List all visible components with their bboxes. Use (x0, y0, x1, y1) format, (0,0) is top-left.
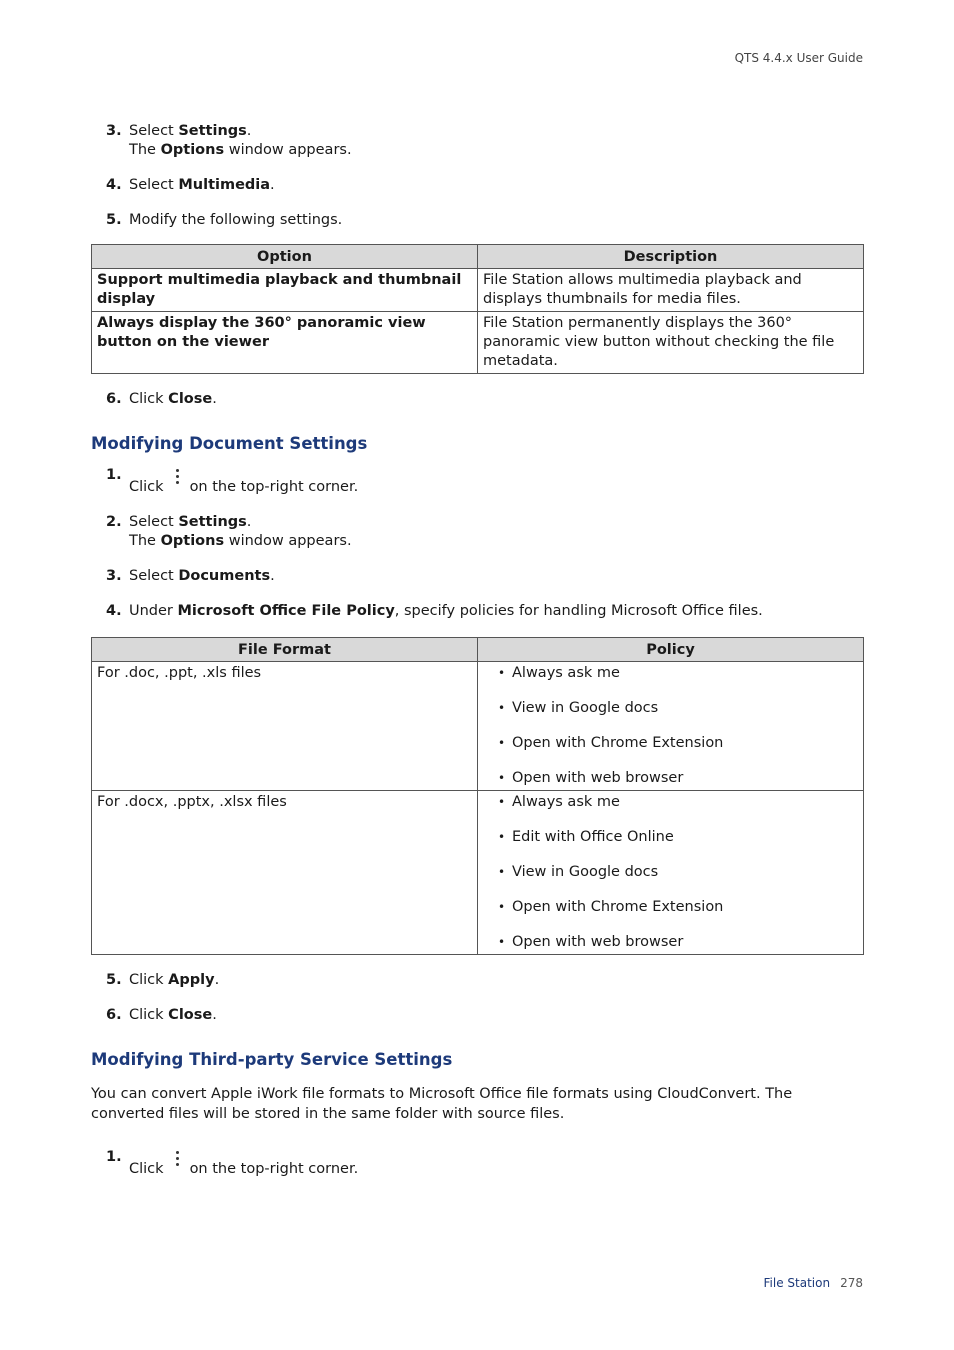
step-5-modify-settings: 5. Modify the following settings. (106, 212, 343, 228)
step-6-click-close: 6. Click Close. (106, 391, 217, 407)
table-row (92, 312, 864, 374)
table-row (92, 662, 864, 791)
list-item: • Open with Chrome Extension (483, 898, 858, 917)
page-content (91, 122, 864, 1195)
list-item: • View in Google docs (483, 863, 858, 882)
intro-paragraph: You can convert Apple iWork file formats to Microsoft Office file formats using CloudConvert. The converted files will be stored in the same folder with source files. (91, 1086, 793, 1122)
table-header-row (92, 245, 864, 269)
step-4-select-multimedia: 4. Select Multimedia. (106, 177, 275, 193)
list-item: • Edit with Office Online (483, 828, 858, 847)
description-cell: File Station allows multimedia playback and displays thumbnails for media files. (478, 269, 864, 312)
table-header-row (92, 638, 864, 662)
page-footer (764, 1276, 863, 1290)
step-1-click-menu: 1. Click on the top-right corner. (106, 467, 359, 495)
column-header-description: Description (478, 245, 864, 269)
column-header-option: Option (92, 245, 478, 269)
policy-list (483, 664, 858, 788)
step-4-office-policy: 4. Under Microsoft Office File Policy, specify policies for handling Microsoft Office files. (106, 603, 763, 619)
running-header: QTS 4.4.x User Guide (734, 51, 863, 65)
file-format-cell: For .docx, .pptx, .xlsx files (92, 791, 478, 955)
file-policy-table (91, 637, 864, 955)
step-3-select-settings: 3. Select Settings. The Options window appears. (106, 123, 352, 158)
footer-section-name: File Station (763, 1276, 831, 1290)
table-row (92, 269, 864, 312)
option-cell: Always display the 360° panoramic view button on the viewer (92, 312, 478, 374)
more-options-icon (176, 469, 180, 486)
step-5-click-apply: 5. Click Apply. (106, 972, 220, 988)
multimedia-options-table (91, 244, 864, 374)
policy-list (483, 793, 858, 952)
table-row (92, 791, 864, 955)
list-item: • Always ask me (483, 664, 858, 683)
section-title-document-settings: Modifying Document Settings (91, 434, 368, 453)
column-header-file-format: File Format (92, 638, 478, 662)
policy-cell (478, 662, 864, 791)
list-item: • Open with Chrome Extension (483, 734, 858, 753)
page-number: 278 (840, 1276, 863, 1290)
step-2-select-settings: 2. Select Settings. The Options window appears. (106, 514, 352, 549)
option-cell: Support multimedia playback and thumbnail display (92, 269, 478, 312)
step-6-click-close: 6. Click Close. (106, 1007, 217, 1023)
list-item: • Always ask me (483, 793, 858, 812)
step-3-select-documents: 3. Select Documents. (106, 568, 275, 584)
more-options-icon (176, 1151, 180, 1168)
list-item: • View in Google docs (483, 699, 858, 718)
section-title-third-party-settings: Modifying Third-party Service Settings (91, 1050, 453, 1069)
step-1-click-menu: 1. Click on the top-right corner. (106, 1149, 359, 1177)
column-header-policy: Policy (478, 638, 864, 662)
file-format-cell: For .doc, .ppt, .xls files (92, 662, 478, 791)
policy-cell (478, 791, 864, 955)
list-item: • Open with web browser (483, 933, 858, 952)
list-item: • Open with web browser (483, 769, 858, 788)
description-cell: File Station permanently displays the 360° panoramic view button without checking the file metadata. (478, 312, 864, 374)
